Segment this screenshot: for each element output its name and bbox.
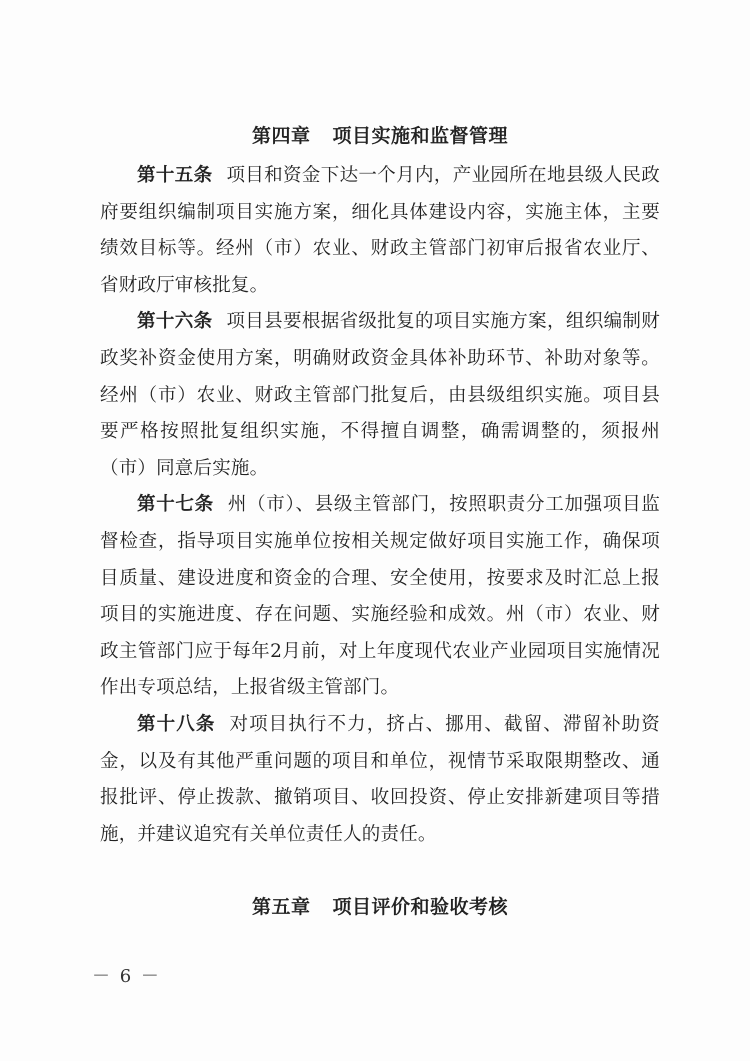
chapter-5-heading: [100, 889, 660, 925]
article-17-label: 第十七条: [137, 494, 214, 516]
chapter-4-heading: [100, 118, 660, 154]
chapter-4-number: 第四章: [251, 125, 311, 147]
article-18-label: 第十八条: [137, 713, 216, 735]
article-16-text: 项目县要根据省级批复的项目实施方案，组织编制财政奖补资金使用方案，明确财政资金具体补助环节、补助对象等。经州（市）农业、财政主管部门批复后，由县级组织实施。项目县要严格按照批复组织实施，不得擅自调整，确需调整的，须报州（市）同意后实施。: [100, 311, 660, 479]
chapter-5-number: 第五章: [251, 896, 311, 919]
article-15: [100, 158, 660, 304]
article-15-label: 第十五条: [137, 165, 213, 186]
page-number: － 6 －: [92, 966, 161, 987]
article-16: [100, 304, 660, 487]
article-17-text: 州（市）、县级主管部门，按照职责分工加强项目监督检查，指导项目实施单位按相关规定做好项目实施工作，确保项目质量、建设进度和资金的合理、安全使用，按要求及时汇总上报项目的实施进度、存在问题、实施经验和成效。州（市）农业、财政主管部门应于每年2月前，对上年度现代农业产业园项目实施情况作出专项总结，上报省级主管部门。: [100, 494, 660, 699]
chapter-4-title: 项目实施和监督管理: [332, 125, 509, 147]
chapter-5-title: 项目评价和验收考核: [332, 896, 509, 919]
article-16-label: 第十六条: [137, 311, 213, 333]
article-18: [100, 707, 660, 853]
article-15-text: 项目和资金下达一个月内，产业园所在地县级人民政府要组织编制项目实施方案，细化具体建设内容，实施主体，主要绩效目标等。经州（市）农业、财政主管部门初审后报省农业厅、省财政厅审核批复。: [100, 165, 660, 296]
article-18-text: 对项目执行不力，挤占、挪用、截留、滞留补助资金，以及有其他严重问题的项目和单位，视情节采取限期整改、通报批评、停止拨款、撤销项目、收回投资、停止安排新建项目等措施，并建议追究有关单位责任人的责任。: [100, 713, 660, 845]
article-17: [100, 487, 660, 707]
page-content: [100, 118, 660, 925]
